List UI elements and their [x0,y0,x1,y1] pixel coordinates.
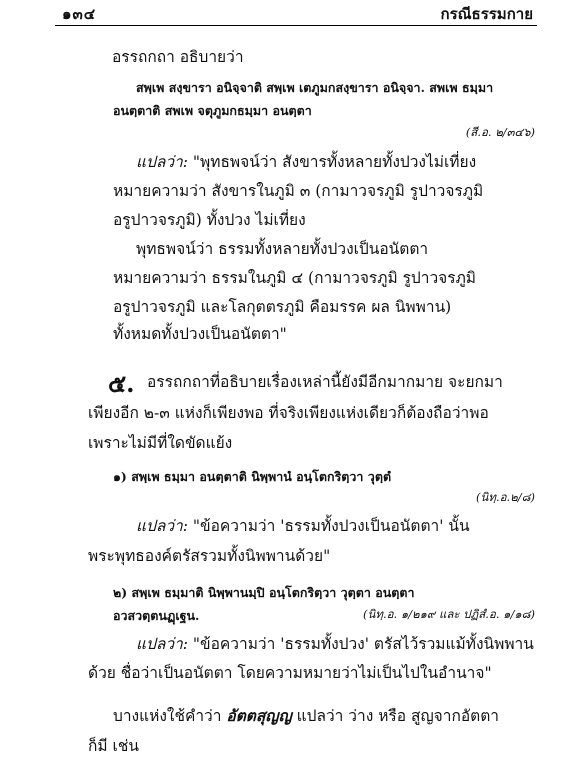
paragraph-line: เพราะไม่มีที่ใดขัดแย้ง [88,434,233,452]
translation-line: พระพุทธองค์ตรัสรวมทั้งนิพพานด้วย" [88,547,331,565]
translation-line: ทั้งหมดทั้งปวงเป็นอนัตตา" [113,325,287,343]
pali-quote-line: สพฺเพ สงฺขารา อนิจฺจาติ สพฺเพ เตภูมกสงฺขารา อนิจฺจา. สพเพ ธมฺมา [136,80,494,95]
translation-line: อรูปาวจรภูมิ) ทั้งปวง ไม่เที่ยง [113,211,306,229]
pali-quote-line: อนตฺตาติ สพเพ จตุภูมกธมฺมา อนตฺตา [113,103,312,118]
translation-line: หมายความว่า สังขารในภูมิ ๓ (กามาวจรภูมิ รูปาวจรภูมิ [113,182,484,200]
citation: (นิทฺ.อ.๒/๘) [476,490,535,504]
translation-line: แปลว่า: "ข้อความว่า 'ธรรมทั้งปวงเป็นอนัตตา' นั้น [136,517,470,535]
closing-text: แปลว่า ว่าง หรือ สูญจากอัตตา [291,707,499,725]
pali-quote-line: อวสวตฺตนฏฺเฐน. [113,608,200,623]
translation-line: ด้วย ชื่อว่าเป็นอนัตตา โดยความหมายว่าไม่เป็นไปในอำนาจ" [88,664,492,682]
citation: (นิทฺ.อ. ๑/๒๑๙ และ ปฏิสํ.อ. ๑/๑๘) [363,607,535,621]
translation-line: พุทธพจน์ว่า ธรรมทั้งหลายทั้งปวงเป็นอนัตตา [136,240,429,258]
header-rule [55,25,537,26]
paragraph-line: เพียงอีก ๒-๓ แห่งก็เพียงพอ ที่จริงเพียงแห่งเดียวก็ต้องถือว่าพอ [88,404,489,422]
translation-line: แปลว่า: "พุทธพจน์ว่า สังขารทั้งหลายทั้งปวงไม่เที่ยง [136,153,477,171]
paragraph-line: อรรถกถาที่อธิบายเรื่องเหล่านี้ยังมีอีกมากมาย จะยกมา [147,373,503,391]
commentary-heading: อรรถกถา อธิบายว่า [112,48,244,66]
pali-quote-line: ๒) สพฺเพ ธมฺมาติ นิพฺพานมฺปิ อนฺโตกริตฺวา วุตฺตา อนตฺตา [113,585,415,600]
running-title: กรณีธรรมกาย [440,5,533,23]
key-term: อัตตสุญญ [226,706,292,725]
paragraph-line [113,703,499,728]
section-number: ๕. [108,369,135,398]
citation: (สี.อ. ๒/๓๔๖) [465,125,535,139]
closing-text: บางแห่งใช้คำว่า [113,707,227,725]
translation-text: "พุทธพจน์ว่า สังขารทั้งหลายทั้งปวงไม่เที่ยง [192,153,477,171]
translation-line: แปลว่า: "ข้อความว่า 'ธรรมทั้งปวง' ตรัสไว้รวมแม้ทั้งนิพพาน [136,635,534,653]
translation-line: อรูปาวจรภูมิ และโลกุตตรภูมิ คือมรรค ผล นิพพาน) [113,298,452,316]
page-number: ๑๓๔ [62,5,97,23]
pali-quote-line: ๑) สพฺเพ ธมฺมา อนตฺตาติ นิพฺพานํ อนฺโตกริตฺวา วุตฺตํ [113,469,392,484]
paragraph-line: ก็มี เช่น [88,737,139,755]
translation-line: หมายความว่า ธรรมในภูมิ ๔ (กามาวจรภูมิ รูปาวจรภูมิ [113,269,477,287]
